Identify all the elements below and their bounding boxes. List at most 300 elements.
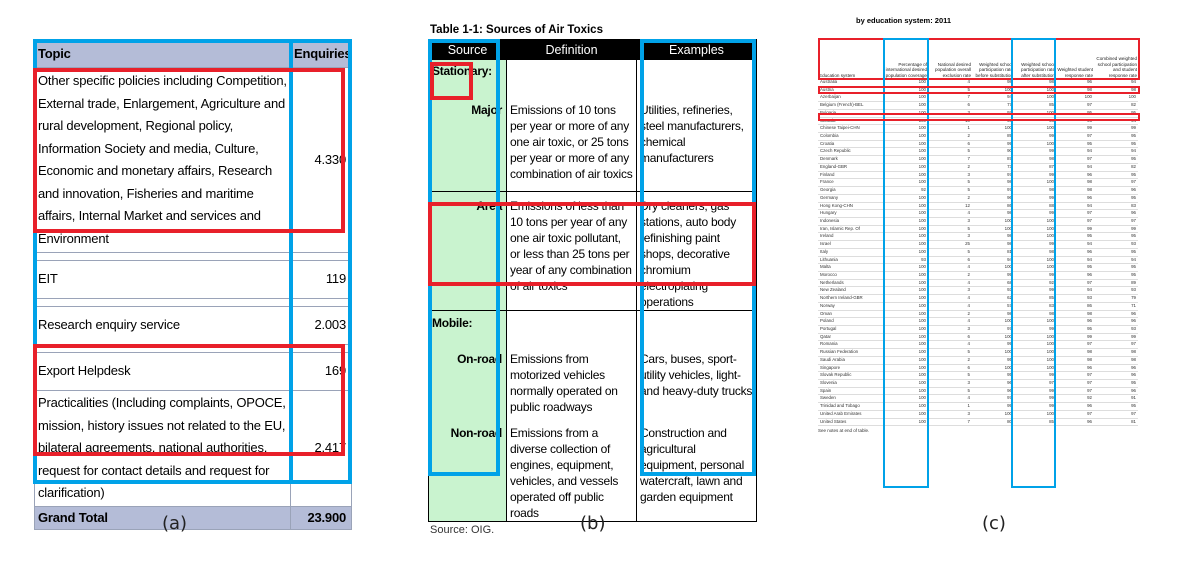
value-cell: 73 <box>972 163 1014 171</box>
total-row <box>35 507 352 530</box>
system-name-cell: Italy <box>818 248 884 256</box>
value-cell: 94 <box>1094 117 1138 125</box>
value-cell: 100 <box>972 86 1014 94</box>
value-cell: 100 <box>972 364 1014 372</box>
table-row <box>818 248 1138 256</box>
value-cell: 100 <box>884 163 928 171</box>
table-row <box>818 279 1138 287</box>
system-name-cell: Hungary <box>818 210 884 218</box>
topic-cell: Research enquiry service <box>35 307 291 345</box>
table-row <box>818 264 1138 272</box>
system-name-cell: Belgium (French)-BEL <box>818 102 884 110</box>
value-cell: 119 <box>291 261 352 299</box>
value-cell: 92 <box>884 187 928 195</box>
table-row <box>818 302 1138 310</box>
topic-cell: Other specific policies including Competition, External trade, Enlargement, Agriculture and rural development, Regional policy, Information Society and media, Culture, Economic and monetary affairs, Research and innovation, Fisheries and maritime affairs, Internal Market and services and Environment <box>35 68 291 253</box>
value-cell: 97 <box>1094 217 1138 225</box>
system-name-cell: Finland <box>818 171 884 179</box>
value-cell: 4 <box>928 264 972 272</box>
value-cell: 94 <box>1056 287 1094 295</box>
value-cell: 98 <box>1056 179 1094 187</box>
table-row <box>818 148 1138 156</box>
column-header: Weighted school participation rate after substitution <box>1014 39 1056 79</box>
definition-cell: Emissions from motorized vehicles normally operated on public roadways <box>507 341 637 417</box>
value-cell: 86 <box>972 202 1014 210</box>
value-cell: 100 <box>1014 356 1056 364</box>
table-row <box>818 109 1138 117</box>
value-cell: 4 <box>928 295 972 303</box>
caption-c: (c) <box>982 513 1006 534</box>
value-cell: 100 <box>884 356 928 364</box>
table-row <box>818 333 1138 341</box>
column-header: Percentage of international desired population coverage <box>884 39 928 79</box>
value-cell: 97 <box>972 109 1014 117</box>
value-cell: 100 <box>884 117 928 125</box>
value-cell: 100 <box>1014 333 1056 341</box>
system-name-cell: Slovenia <box>818 380 884 388</box>
system-name-cell: Canada <box>818 117 884 125</box>
value-cell: 99 <box>1014 194 1056 202</box>
value-cell: 100 <box>884 395 928 403</box>
value-cell: 100 <box>884 264 928 272</box>
value-cell: 98 <box>1094 349 1138 357</box>
table-title: Table 1-1: Sources of Air Toxics <box>430 24 603 36</box>
value-cell: 6 <box>928 256 972 264</box>
table-row <box>35 68 352 253</box>
value-cell: 88 <box>1014 202 1056 210</box>
value-cell: 100 <box>972 264 1014 272</box>
system-name-cell: United Arab Emirates <box>818 410 884 418</box>
table-row <box>429 417 757 522</box>
table-row <box>35 261 352 299</box>
value-cell: 94 <box>1056 241 1094 249</box>
value-cell: 2 <box>928 163 972 171</box>
value-cell: 95 <box>1094 271 1138 279</box>
system-name-cell: Czech Republic <box>818 148 884 156</box>
value-cell: 5 <box>928 187 972 195</box>
value-cell: 99 <box>1014 171 1056 179</box>
value-cell: 98 <box>1014 156 1056 164</box>
value-cell: 97 <box>1056 387 1094 395</box>
system-name-cell: Slovak Republic <box>818 372 884 380</box>
table-row <box>818 94 1138 102</box>
system-name-cell: Hong Kong-CHN <box>818 202 884 210</box>
column-header: National desired population overall exclusion rate <box>928 39 972 79</box>
value-cell: 99 <box>1056 125 1094 133</box>
system-name-cell: Australia <box>818 79 884 87</box>
value-cell: 85 <box>1014 418 1056 426</box>
system-name-cell: Oman <box>818 310 884 318</box>
value-cell: 96 <box>1056 248 1094 256</box>
value-cell: 95 <box>1056 109 1094 117</box>
value-cell: 95 <box>1056 233 1094 241</box>
value-cell: 81 <box>1094 418 1138 426</box>
value-cell: 100 <box>1014 109 1056 117</box>
panel-b-table <box>428 22 756 536</box>
value-cell: 5 <box>928 86 972 94</box>
value-cell: 98 <box>1014 117 1056 125</box>
value-cell: 100 <box>1014 364 1056 372</box>
value-cell: 100 <box>972 217 1014 225</box>
definition-cell: Emissions of 10 tons per year or more of any one air toxic, or 25 tons per year or more of any combination of air toxics <box>507 90 637 192</box>
value-cell: 100 <box>1056 94 1094 102</box>
value-cell: 96 <box>1056 364 1094 372</box>
value-cell: 3 <box>928 380 972 388</box>
value-cell: 2.003 <box>291 307 352 345</box>
system-name-cell: England-GBR <box>818 163 884 171</box>
value-cell: 83 <box>1014 302 1056 310</box>
value-cell: 94 <box>972 256 1014 264</box>
value-cell: 95 <box>972 356 1014 364</box>
air-toxics-table <box>428 39 757 522</box>
value-cell: 5 <box>928 248 972 256</box>
value-cell: 91 <box>1094 395 1138 403</box>
value-cell: 95 <box>1094 156 1138 164</box>
table-row <box>818 202 1138 210</box>
table-row <box>429 192 757 311</box>
system-name-cell: Croatia <box>818 140 884 148</box>
value-cell: 95 <box>1094 133 1138 141</box>
table-row <box>818 403 1138 411</box>
value-cell: 4 <box>928 395 972 403</box>
value-cell: 4 <box>928 341 972 349</box>
table-row <box>818 410 1138 418</box>
value-cell: 98 <box>1056 187 1094 195</box>
value-cell: 99 <box>1056 333 1094 341</box>
value-cell: 97 <box>972 395 1014 403</box>
value-cell: 99 <box>1014 395 1056 403</box>
value-cell: 97 <box>1094 341 1138 349</box>
system-name-cell: Bulgaria <box>818 109 884 117</box>
table-note: See notes at end of table. <box>818 428 870 434</box>
value-cell: 100 <box>884 94 928 102</box>
caption-b: (b) <box>580 513 606 534</box>
value-cell: 98 <box>972 210 1014 218</box>
value-cell: 99 <box>1056 225 1094 233</box>
total-value: 23.900 <box>291 507 352 530</box>
value-cell: 62 <box>972 295 1014 303</box>
table-row <box>818 179 1138 187</box>
system-name-cell: New Zealand <box>818 287 884 295</box>
value-cell: 99 <box>1094 333 1138 341</box>
value-cell: 100 <box>884 125 928 133</box>
value-cell: 96 <box>1094 364 1138 372</box>
system-name-cell: Indonesia <box>818 217 884 225</box>
system-name-cell: Sweden <box>818 395 884 403</box>
table-row <box>818 310 1138 318</box>
table-row <box>818 233 1138 241</box>
value-cell: 98 <box>1014 79 1056 87</box>
value-cell: 99 <box>972 403 1014 411</box>
value-cell: 1 <box>928 125 972 133</box>
column-header: Weighted school participation rate before substitution <box>972 39 1014 79</box>
value-cell: 100 <box>884 148 928 156</box>
value-cell: 5 <box>928 148 972 156</box>
value-cell: 71 <box>1094 302 1138 310</box>
value-cell: 96 <box>1056 117 1094 125</box>
value-cell: 97 <box>1094 410 1138 418</box>
value-cell: 89 <box>1094 279 1138 287</box>
value-cell: 100 <box>884 387 928 395</box>
value-cell: 6 <box>928 140 972 148</box>
value-cell: 93 <box>972 287 1014 295</box>
column-header: Weighted student response rate <box>1056 39 1094 79</box>
value-cell: 97 <box>1094 179 1138 187</box>
table-title: by education system: 2011 <box>856 16 952 25</box>
system-name-cell: Chinese Taipei-CHN <box>818 125 884 133</box>
value-cell: 100 <box>884 372 928 380</box>
value-cell: 100 <box>884 279 928 287</box>
value-cell: 96 <box>1094 187 1138 195</box>
value-cell: 96 <box>1094 372 1138 380</box>
value-cell: 100 <box>1014 349 1056 357</box>
table-row <box>818 125 1138 133</box>
value-cell: 97 <box>1014 380 1056 388</box>
value-cell: 96 <box>1056 79 1094 87</box>
value-cell: 83 <box>1094 202 1138 210</box>
value-cell: 100 <box>884 102 928 110</box>
value-cell: 97 <box>1056 156 1094 164</box>
value-cell: 99 <box>972 140 1014 148</box>
value-cell: 100 <box>1014 94 1056 102</box>
value-cell: 85 <box>1014 295 1056 303</box>
panel-c-table <box>818 16 1140 500</box>
table-row <box>818 395 1138 403</box>
value-cell: 94 <box>1056 202 1094 210</box>
value-cell: 6 <box>928 364 972 372</box>
value-cell: 100 <box>884 341 928 349</box>
value-cell: 82 <box>1094 102 1138 110</box>
value-cell: 96 <box>1094 310 1138 318</box>
value-cell: 3 <box>928 233 972 241</box>
table-row <box>818 380 1138 388</box>
source-cell: Major <box>429 90 507 192</box>
value-cell: 5 <box>928 349 972 357</box>
value-cell: 100 <box>972 318 1014 326</box>
table-row <box>818 287 1138 295</box>
table-row <box>818 156 1138 164</box>
table-row <box>818 364 1138 372</box>
value-cell: 96 <box>1056 171 1094 179</box>
value-cell: 97 <box>1056 341 1094 349</box>
value-cell: 90 <box>972 148 1014 156</box>
value-cell: 100 <box>884 302 928 310</box>
value-cell: 3 <box>928 410 972 418</box>
value-cell: 99 <box>1014 241 1056 249</box>
table-row <box>429 90 757 192</box>
value-cell: 7 <box>928 156 972 164</box>
value-cell: 100 <box>884 326 928 334</box>
value-cell: 2 <box>928 133 972 141</box>
table-row <box>818 140 1138 148</box>
value-cell: 97 <box>1056 217 1094 225</box>
table-row <box>818 133 1138 141</box>
value-cell: 3 <box>928 217 972 225</box>
source-cell: On-road <box>429 341 507 417</box>
system-name-cell: Portugal <box>818 326 884 334</box>
table-row <box>818 356 1138 364</box>
table-row <box>818 241 1138 249</box>
value-cell: 79 <box>1094 295 1138 303</box>
value-cell: 95 <box>1094 403 1138 411</box>
table-row <box>818 86 1138 94</box>
value-cell: 96 <box>1056 418 1094 426</box>
value-cell: 2 <box>928 271 972 279</box>
value-cell: 5 <box>928 179 972 187</box>
value-cell: 95 <box>1094 171 1138 179</box>
value-cell: 96 <box>1056 271 1094 279</box>
value-cell: 97 <box>1056 380 1094 388</box>
value-cell: 100 <box>1014 125 1056 133</box>
table-row <box>818 171 1138 179</box>
table-row <box>818 387 1138 395</box>
value-cell: 95 <box>1094 233 1138 241</box>
system-name-cell: Northern Ireland-GBR <box>818 295 884 303</box>
value-cell: 7 <box>928 94 972 102</box>
value-cell: 97 <box>1056 279 1094 287</box>
value-cell: 100 <box>884 233 928 241</box>
value-cell: 100 <box>884 248 928 256</box>
topic-cell: Export Helpdesk <box>35 353 291 391</box>
value-cell: 99 <box>1014 403 1056 411</box>
value-cell: 99 <box>1014 210 1056 218</box>
table-row <box>818 187 1138 195</box>
definition-cell: Emissions of less than 10 tons per year of any one air toxic pollutant, or less than 25 tons per year of any combination of air toxics <box>507 192 637 311</box>
system-name-cell: France <box>818 179 884 187</box>
value-cell: 3 <box>928 287 972 295</box>
value-cell: 100 <box>884 109 928 117</box>
value-cell: 98 <box>972 79 1014 87</box>
system-name-cell: Romania <box>818 341 884 349</box>
system-name-cell: Saudi Arabia <box>818 356 884 364</box>
value-cell: 97 <box>1056 102 1094 110</box>
value-cell: 100 <box>884 418 928 426</box>
examples-cell: Dry cleaners, gas stations, auto body refinishing paint shops, decorative chromium electroplating operations <box>637 192 757 311</box>
value-cell: 98 <box>972 179 1014 187</box>
value-cell: 95 <box>1056 140 1094 148</box>
system-name-cell: Malta <box>818 264 884 272</box>
category-label: Stationary: <box>429 60 507 90</box>
value-cell: 99 <box>1014 287 1056 295</box>
table-row <box>818 271 1138 279</box>
value-cell: 87 <box>1014 163 1056 171</box>
value-cell: 7 <box>928 418 972 426</box>
value-cell: 96 <box>972 194 1014 202</box>
value-cell: 98 <box>1094 356 1138 364</box>
table-row <box>818 256 1138 264</box>
value-cell: 99 <box>1014 387 1056 395</box>
value-cell: 5 <box>928 225 972 233</box>
value-cell: 100 <box>1014 264 1056 272</box>
value-cell: 100 <box>884 287 928 295</box>
value-cell: 100 <box>972 410 1014 418</box>
value-cell: 100 <box>884 171 928 179</box>
value-cell: 82 <box>1094 163 1138 171</box>
value-cell: 100 <box>884 210 928 218</box>
table-row <box>35 353 352 391</box>
value-cell: 95 <box>1094 264 1138 272</box>
caption-a: (a) <box>162 513 188 534</box>
value-cell: 25 <box>928 241 972 249</box>
value-cell: 100 <box>884 225 928 233</box>
value-cell: 98 <box>972 241 1014 249</box>
examples-cell: Utilities, refineries, steel manufacturers, chemical manufacturers <box>637 90 757 192</box>
value-cell: 92 <box>1056 395 1094 403</box>
value-cell: 96 <box>1056 403 1094 411</box>
value-cell: 100 <box>884 202 928 210</box>
value-cell: 96 <box>1056 194 1094 202</box>
value-cell: 95 <box>1094 194 1138 202</box>
value-cell: 100 <box>884 86 928 94</box>
value-cell: 93 <box>1094 326 1138 334</box>
value-cell: 100 <box>884 318 928 326</box>
table-row <box>818 418 1138 426</box>
value-cell: 100 <box>884 79 928 87</box>
value-cell: 100 <box>1014 318 1056 326</box>
system-name-cell: Trinidad and Tobago <box>818 403 884 411</box>
value-cell: 86 <box>1056 302 1094 310</box>
system-name-cell: Colombia <box>818 133 884 141</box>
value-cell: 97 <box>972 187 1014 195</box>
total-label: Grand Total <box>35 507 291 530</box>
header-definition: Definition <box>507 40 637 60</box>
value-cell: 2 <box>928 356 972 364</box>
system-name-cell: Austria <box>818 86 884 94</box>
header-examples: Examples <box>637 40 757 60</box>
value-cell: 98 <box>1014 187 1056 195</box>
participation-table <box>818 38 1138 426</box>
value-cell: 93 <box>1056 295 1094 303</box>
value-cell: 96 <box>972 387 1014 395</box>
table-row <box>818 163 1138 171</box>
value-cell: 97 <box>1056 372 1094 380</box>
value-cell: 97 <box>1056 133 1094 141</box>
value-cell: 100 <box>1014 233 1056 241</box>
table-row <box>818 102 1138 110</box>
value-cell: 100 <box>1014 179 1056 187</box>
value-cell: 100 <box>1094 94 1138 102</box>
system-name-cell: Germany <box>818 194 884 202</box>
topic-cell: Practicalities (Including complaints, OPOCE, mission, history issues not related to the EU, bilateral agreements, national authorities, request for contact details and request for clarification) <box>35 391 291 507</box>
topic-cell: EIT <box>35 261 291 299</box>
value-cell: 80 <box>972 418 1014 426</box>
table-row <box>35 307 352 345</box>
table-row <box>35 391 352 507</box>
system-name-cell: Lithuania <box>818 256 884 264</box>
value-cell: 96 <box>972 380 1014 388</box>
header-source: Source <box>429 40 507 60</box>
value-cell: 99 <box>1014 372 1056 380</box>
definition-cell: Emissions from a diverse collection of engines, equipment, vehicles, and vessels operated off public roads <box>507 417 637 522</box>
value-cell: 100 <box>884 310 928 318</box>
value-cell: 93 <box>884 256 928 264</box>
value-cell: 4 <box>928 79 972 87</box>
value-cell: 95 <box>1094 248 1138 256</box>
table-row <box>818 225 1138 233</box>
value-cell: 6 <box>928 333 972 341</box>
category-label: Mobile: <box>429 311 507 341</box>
value-cell: 5 <box>928 387 972 395</box>
value-cell: 77 <box>972 102 1014 110</box>
value-cell: 99 <box>1014 271 1056 279</box>
value-cell: 2.417 <box>291 391 352 507</box>
value-cell: 96 <box>1094 387 1138 395</box>
system-name-cell: Netherlands <box>818 279 884 287</box>
value-cell: 97 <box>1056 210 1094 218</box>
value-cell: 100 <box>1014 225 1056 233</box>
value-cell: 4 <box>928 318 972 326</box>
value-cell: 100 <box>884 271 928 279</box>
